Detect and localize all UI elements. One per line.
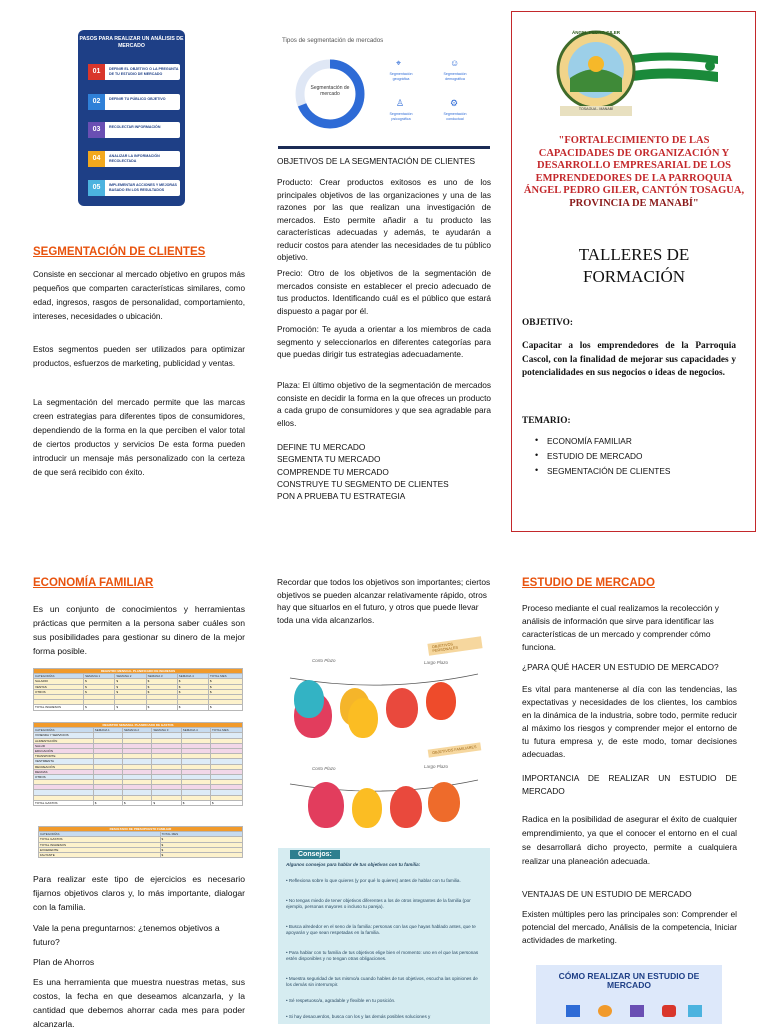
market-question: ¿PARA QUÉ HACER UN ESTUDIO DE MERCADO? [522, 662, 719, 672]
people-icon [630, 1005, 644, 1017]
family-economy-heading: ECONOMÍA FAMILIAR [33, 577, 154, 589]
balloon [390, 786, 422, 828]
agenda-item: • ESTUDIO DE MERCADO [517, 449, 737, 464]
infographic-step: 05 IMPLEMENTAR ACCIONES Y MEJORAS BASADO EN LOS RESULTADOS [88, 180, 180, 196]
infographic-step: 04 ANALIZAR LA INFORMACIÓN RECOLECTADA [88, 151, 180, 167]
budget-result-table: RESULTADO DE PRESUPUESTO FAMILIAR CATEGORÍAS TOTAL MES TOTAL GASTOS $ TOTAL INGRESOS $ EXCEDENTE $ FALTANTE $ [38, 826, 243, 858]
seg-type-label: Segmentación demográfica [443, 72, 467, 81]
infographic-step: 01 DEFINIR EL OBJETIVO O LA PREGUNTA DE TU ESTUDIO DE MERCADO [88, 64, 180, 80]
diagram-center-label: Segmentación de mercado [310, 85, 350, 97]
balloon [428, 782, 460, 822]
long-term-label: Largo Plazo [424, 764, 449, 769]
goals-balloons-illustration [286, 634, 482, 844]
chart-icon [566, 1005, 580, 1017]
personal-goals-tag: OBJETIVOS PERSONALES [427, 636, 482, 655]
family-goals-tag: OBJETIVOS FAMILIARES [428, 742, 481, 757]
short-term-label: Corto Plazo [312, 766, 336, 771]
income-table: REGISTRO MENSUAL PLANIFICADO DE INGRESOS CATEGORÍAS SEMANA 1 SEMANA 2 SEMANA 3 SEMANA 4 TOTAL MES SALARIO $ $ $ $ $ VENTAS $ $ $ $ $ OTROS $ $ $ $ $ TOTAL INGRESOS $ $ $ $ $ [33, 668, 243, 711]
market-study-heading: ESTUDIO DE MERCADO [522, 577, 655, 589]
agenda-list [517, 434, 737, 479]
long-term-label: Largo Plazo [424, 660, 449, 665]
eco-subheading: Plan de Ahorros [33, 957, 95, 967]
short-term-label: Corto Plazo [312, 658, 336, 663]
seg-type-label: Segmentación psicográfica [389, 112, 413, 121]
market-analysis-infographic [78, 30, 185, 206]
step-item: CONSTRUYE TU SEGMENTO DE CLIENTES [277, 478, 449, 489]
tip-item: • Para hablar con tu familia de tus objetivos elige bien el momento: uno en el que las personas estén disponibles y no tengan otras obligaciones. [286, 950, 479, 961]
market-question: VENTAJAS DE UN ESTUDIO DE MERCADO [522, 889, 692, 899]
infographic-step: 03 RECOLECTAR INFORMACIÓN [88, 122, 180, 138]
tip-item: • No tengas miedo de tener objetivos diferentes a los de otros integrantes de la familia (por ejemplo, personas mayores o incluso tu pareja). [286, 898, 471, 909]
market-paragraph: Es vital para mantenerse al día con las tendencias, las expectativas y necesidades de los clientes, los cambios en la dinámica de la industria, sobre todo, permite reducir al máximo los riesgos y comprender mejor el entorno de tu futura empresa y, de este modo, tomar decisiones adecuadas. [522, 684, 737, 759]
step-item: DEFINE TU MERCADO [277, 442, 366, 452]
diagram-title: Tipos de segmentación de mercados [282, 37, 384, 44]
tip-item: • Busca alrededor en el seno de la familia: personas con las que hayas hablado antes, que te apoyarán y que sean respetadas en la familia. [286, 924, 476, 935]
tip-item: • Si hay desacuerdos, busca con los y las demás posibles soluciones y [286, 1014, 431, 1019]
objectives-paragraph: Plaza: El último objetivo de la segmentación de mercados consiste en decidir la forma en la que ofreces un producto a cada grupo de consumidores y que sea agradable para ellos. [277, 380, 491, 428]
eco-paragraph: Para realizar este tipo de ejercicios es necesario fijarnos objetivos claros y, lo más importante, dialogar con la familia. [33, 874, 245, 912]
seal-bottom-text: TOSAGUA - MANABÍ [578, 107, 614, 111]
balloon [352, 788, 382, 828]
agenda-label: TEMARIO: [522, 416, 571, 426]
seg-paragraph: Consiste en seccionar al mercado objetivo en grupos más pequeños que comparten características similares, como edad, ingresos, rasgos de personalidad, comportamiento, intereses, necesidades o ubicación. [33, 270, 245, 321]
agenda-item: • ECONOMÍA FAMILIAR [517, 434, 737, 449]
step-item: COMPRENDE TU MERCADO [277, 466, 389, 477]
eco-paragraph: Es una herramienta que muestra nuestras metas, sus costos, la fecha en que deseamos alcanzarla, y la cantidad que debemos ahorrar cada mes para poder alcanzarla. [33, 977, 245, 1029]
balloon [386, 688, 418, 728]
market-study-banner [536, 965, 722, 1024]
balloon [426, 682, 456, 720]
laptop-icon [688, 1005, 702, 1017]
eco-paragraph: Vale la pena preguntarnos: ¿tenemos objetivos a futuro? [33, 923, 220, 947]
objective-text: Capacitar a los emprendedores de la Parroquia Cascol, con la finalidad de mejorar sus capacidades y potencialidades en sus negocios o ideas de negocios. [522, 341, 736, 378]
segmentation-steps-list [277, 441, 449, 502]
map-pin-icon: ⌖ [396, 58, 402, 68]
objective-label: OBJETIVO: [522, 318, 573, 328]
infographic-title: PASOS PARA REALIZAR UN ANÁLISIS DE MERCADO [79, 36, 184, 49]
eco-paragraph: Es un conjunto de conocimientos y herramientas prácticas que permiten a la persona saber cuáles son sus posibilidades para gestionar su dinero de la mejor forma posible. [33, 604, 245, 656]
step-item: PON A PRUEBA TU ESTRATEGIA [277, 491, 406, 502]
seg-paragraph: La segmentación del mercado permite que las marcas creen estrategias para diferentes tipos de consumidores, dependiendo de la forma en la que perciben el valor total de ciertos productos y servicios De esta forma pueden introducir un mensaje más personalizado con la certeza de que será recibido con éxito. [33, 398, 245, 477]
market-paragraph: Proceso mediante el cual realizamos la recolección y análisis de información que sirve para identificar las características de un mercado y comprender cómo funciona. [522, 603, 719, 652]
document-icon [662, 1005, 676, 1017]
tip-item: • Muestra seguridad de tus mismo/a cuando hables de tus objetivos, escucha las opiniones de los demás sin interrumpir. [286, 976, 478, 987]
market-paragraph: Radica en la posibilidad de asegurar el éxito de cualquier emprendimiento, ya que el conocer el entorno en el cual se desarrollará dicho proyecto, permite a cualquiera realizar una planeación adecuada. [522, 814, 737, 866]
objectives-heading: OBJETIVOS DE LA SEGMENTACIÓN DE CLIENTES [277, 156, 476, 166]
objectives-paragraph: Promoción: Te ayuda a orientar a los miembros de cada segmento y seleccionarlos en diferentes categorías para que puedas dirigir tus estrategias adecuadamente. [277, 324, 491, 359]
seg-type-label: Segmentación conductual [443, 112, 467, 121]
seg-paragraph: Estos segmentos pueden ser utilizados para optimizar productos, esfuerzos de marketing, publicidad y ventas. [33, 345, 245, 368]
tips-title: Consejos: [290, 850, 340, 859]
project-title: "FORTALECIMIENTO DE LAS CAPACIDADES DE ORGANIZACIÓN Y DESARROLLO EMPRESARIAL DE LOS EMPRENDEDORES DE LA PARROQUIA ÁNGEL PEDRO GILER, CANTÓN TOSAGUA, PROVINCIA DE MANABÍ" [523, 135, 745, 209]
people-icon: ☺ [450, 58, 460, 68]
market-paragraph: Existen múltiples pero las principales son: Comprender el potencial del mercado, Análisis de la competencia, Iniciar actividades de marketing. [522, 909, 737, 945]
balloon [294, 680, 324, 718]
balloon [348, 698, 378, 738]
seg-type-label: Segmentación geográfica [389, 72, 413, 81]
market-question: IMPORTANCIA DE REALIZAR UN ESTUDIO DE MERCADO [522, 773, 737, 796]
balloon [308, 782, 344, 828]
objectives-paragraph: Producto: Crear productos exitosos es uno de los principales objetivos de las organizaciones y una de las razones por las que realizan una investigación de mercados. Esto permite añadir a tu producto las características adecuadas y además, te ayudarán a reducir costos para atender las necesidades de tu público objetivo. [277, 177, 491, 262]
workshops-title: TALLERES DE FORMACIÓN [578, 245, 690, 286]
agenda-item: • SEGMENTACIÓN DE CLIENTES [517, 464, 737, 479]
tips-box [278, 848, 490, 1024]
segmentation-heading: SEGMENTACIÓN DE CLIENTES [33, 246, 206, 258]
objectives-paragraph: Precio: Otro de los objetivos de la segmentación de mercados consiste en establecer el precio adecuado de tus productos. Identificando cuál es el público que estará dispuesto a pagar por él. [277, 268, 491, 316]
tips-subtitle: Algunos consejos para hablar de tus objetivos con tu familia: [286, 862, 421, 867]
target-icon [598, 1005, 612, 1017]
gear-icon: ⚙ [450, 98, 459, 108]
tip-item: • Reflexiona sobre lo que quieres (y por qué lo quieres) antes de hablar con tu familia. [286, 878, 461, 883]
infographic-step: 02 DEFINIR TU PÚBLICO OBJETIVO [88, 94, 180, 110]
tip-item: • Sé respetuoso/a, agradable y flexible en tu posición. [286, 998, 396, 1003]
step-item: SEGMENTA TU MERCADO [277, 454, 381, 465]
segmentation-types-diagram [278, 30, 490, 149]
objectives-note: Recordar que todos los objetivos son importantes; ciertos objetivos se pueden alcanzar relativamente rápido, otros hay que situarlos en el futuro, y otros que puede llevar toda una vida alcanzarlos. [277, 577, 491, 625]
seal-text: ÁNGEL PEDRO GILER [572, 30, 620, 35]
expenses-table: REGISTRO SEMANAL PLANIFICADO DE GASTOS CATEGORÍAS SEMANA 1 SEMANA 2 SEMANA 3 SEMANA 4 TOTAL MES VIVIENDA Y SERVICIOS ALIMENTACIÓN SALUD EDUCACIÓN TRANSPORTE VESTIMENTA RECREACIÓN DEUDAS OTROS TOTAL GASTOS $ $ $ $ $ [33, 722, 243, 806]
user-icon: ♙ [396, 98, 405, 108]
banner-title: CÓMO REALIZAR UN ESTUDIO DE MERCADO [558, 971, 700, 990]
